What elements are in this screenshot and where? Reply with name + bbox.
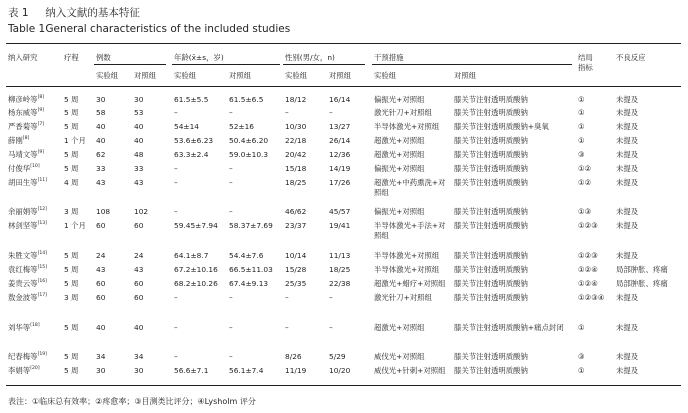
cell-outcome: ①②③ bbox=[578, 221, 598, 230]
cell-age-exp: – bbox=[174, 323, 178, 332]
cell-study bbox=[8, 136, 29, 146]
cell-int-ctrl: 膝关节注射透明质酸钠 bbox=[454, 164, 528, 173]
header-age-exp: 实验组 bbox=[174, 71, 197, 80]
caption-en bbox=[8, 22, 290, 36]
cell-sex-ctrl: 22/38 bbox=[329, 279, 351, 288]
cell-int-ctrl: 膝关节注射透明质酸钠 bbox=[454, 95, 528, 104]
cell-outcome: ①②③④ bbox=[578, 293, 605, 302]
cell-outcome: ① bbox=[578, 108, 585, 117]
cell-study bbox=[8, 352, 47, 362]
cell-int-exp: 激光针刀+对照组 bbox=[374, 108, 432, 117]
study-name: 马靖文等 bbox=[8, 150, 38, 159]
caption-cn bbox=[8, 6, 290, 20]
cell-age-ctrl: – bbox=[229, 207, 233, 216]
cell-adverse: 未提及 bbox=[616, 136, 639, 145]
intervention-group-rule bbox=[372, 64, 572, 65]
cell-age-exp: 53.6±6.23 bbox=[174, 136, 214, 145]
cell-n-ctrl: 34 bbox=[134, 352, 144, 361]
study-name: 敖金波等 bbox=[8, 293, 38, 302]
cell-n-exp: 43 bbox=[96, 178, 106, 187]
cell-n-exp: 34 bbox=[96, 352, 106, 361]
cell-study bbox=[8, 164, 40, 174]
cell-age-exp: 68.2±10.26 bbox=[174, 279, 218, 288]
cell-n-exp: 40 bbox=[96, 136, 106, 145]
cell-int-exp: 超激光+中药熏洗+对照组 bbox=[374, 178, 446, 197]
cell-sex-exp: – bbox=[285, 323, 289, 332]
cell-age-exp: – bbox=[174, 178, 178, 187]
cell-study bbox=[8, 95, 44, 105]
cell-n-exp: 62 bbox=[96, 150, 106, 159]
cell-adverse: 未提及 bbox=[616, 108, 639, 117]
cell-outcome: ①② bbox=[578, 164, 592, 173]
study-reference: [12] bbox=[37, 207, 48, 212]
study-name: 朱胜文等 bbox=[8, 251, 38, 260]
cell-int-ctrl: 膝关节注射透明质酸钠 bbox=[454, 279, 528, 288]
cell-outcome: ① bbox=[578, 323, 585, 332]
cell-outcome: ①③ bbox=[578, 207, 592, 216]
cell-n-exp: 30 bbox=[96, 366, 106, 375]
cell-age-exp: – bbox=[174, 352, 178, 361]
cell-sex-ctrl: – bbox=[329, 293, 333, 302]
cell-sex-ctrl: – bbox=[329, 108, 333, 117]
cell-int-exp: 威伐光+针刺+对照组 bbox=[374, 366, 446, 375]
cell-adverse: 未提及 bbox=[616, 366, 639, 375]
cell-outcome: ① bbox=[578, 122, 585, 131]
cell-outcome: ③ bbox=[578, 352, 585, 361]
cell-n-ctrl: 30 bbox=[134, 366, 144, 375]
caption-en-text: General characteristics of the included studies bbox=[45, 23, 291, 35]
study-reference: [16] bbox=[37, 279, 48, 284]
cell-course: 4 周 bbox=[64, 178, 79, 187]
study-reference: [18] bbox=[30, 323, 40, 328]
cell-study bbox=[8, 265, 47, 275]
cell-n-ctrl: 40 bbox=[134, 122, 144, 131]
cell-int-exp: 偏振光+对照组 bbox=[374, 95, 425, 104]
cell-sex-ctrl: – bbox=[329, 323, 333, 332]
cell-sex-exp: – bbox=[285, 293, 289, 302]
cell-int-exp: 威伐光+对照组 bbox=[374, 352, 425, 361]
age-group-rule bbox=[172, 64, 280, 65]
cell-outcome: ①②④ bbox=[578, 279, 598, 288]
cell-n-ctrl: 24 bbox=[134, 251, 144, 260]
cell-adverse: 未提及 bbox=[616, 293, 639, 302]
cell-int-ctrl: 膝关节注射透明质酸钠 bbox=[454, 265, 528, 274]
cell-sex-ctrl: 13/27 bbox=[329, 122, 351, 131]
cell-course: 5 周 bbox=[64, 108, 79, 117]
cell-outcome: ①②④ bbox=[578, 265, 598, 274]
cell-adverse: 未提及 bbox=[616, 178, 639, 187]
cell-int-ctrl: 膝关节注射透明质酸钠+痛点封闭 bbox=[454, 323, 564, 332]
cell-age-exp: 67.2±10.16 bbox=[174, 265, 218, 274]
cell-int-ctrl: 膝关节注射透明质酸钠 bbox=[454, 207, 528, 216]
study-name: 袁红梅等 bbox=[8, 265, 38, 274]
cell-n-ctrl: 102 bbox=[134, 207, 149, 216]
cell-sex-exp: 20/42 bbox=[285, 150, 307, 159]
cell-n-ctrl: 60 bbox=[134, 293, 144, 302]
cell-n-exp: 30 bbox=[96, 95, 106, 104]
cell-int-exp: 超激光+对照组 bbox=[374, 150, 425, 159]
cell-sex-ctrl: 14/19 bbox=[329, 164, 351, 173]
cell-age-exp: – bbox=[174, 164, 178, 173]
header-sex-exp: 实验组 bbox=[285, 71, 308, 80]
cell-age-exp: 56.6±7.1 bbox=[174, 366, 209, 375]
study-name: 杨东威等 bbox=[8, 108, 38, 117]
cell-n-ctrl: 53 bbox=[134, 108, 144, 117]
cell-outcome: ① bbox=[578, 366, 585, 375]
cell-adverse: 未提及 bbox=[616, 122, 639, 131]
cell-n-exp: 40 bbox=[96, 323, 106, 332]
cell-int-ctrl: 膝关节注射透明质酸钠 bbox=[454, 150, 528, 159]
cell-n-exp: 40 bbox=[96, 122, 106, 131]
cell-sex-ctrl: 45/57 bbox=[329, 207, 351, 216]
cell-sex-ctrl: 10/20 bbox=[329, 366, 351, 375]
cell-sex-exp: 11/19 bbox=[285, 366, 307, 375]
cell-age-exp: – bbox=[174, 108, 178, 117]
study-reference: [7] bbox=[37, 122, 45, 127]
cell-age-exp: – bbox=[174, 293, 178, 302]
table-bottom-rule bbox=[6, 385, 681, 386]
cell-age-ctrl: – bbox=[229, 178, 233, 187]
cell-sex-ctrl: 16/14 bbox=[329, 95, 351, 104]
cell-age-ctrl: – bbox=[229, 108, 233, 117]
study-reference: [8] bbox=[37, 95, 45, 100]
study-name: 刘华等 bbox=[8, 323, 31, 332]
study-reference: [13] bbox=[37, 221, 48, 226]
cell-study bbox=[8, 122, 44, 132]
cell-int-ctrl: 膝关节注射透明质酸钠 bbox=[454, 136, 528, 145]
header-sex-ctrl: 对照组 bbox=[329, 71, 352, 80]
cell-n-exp: 60 bbox=[96, 221, 106, 230]
cell-adverse: 未提及 bbox=[616, 251, 639, 260]
cell-course: 5 周 bbox=[64, 95, 79, 104]
header-sex: 性别(男/女，n) bbox=[285, 53, 335, 62]
study-name: 柳彦岭等 bbox=[8, 95, 38, 104]
cell-sex-exp: 8/26 bbox=[285, 352, 302, 361]
cell-course: 5 周 bbox=[64, 150, 79, 159]
cell-sex-ctrl: 5/29 bbox=[329, 352, 346, 361]
study-reference: [9] bbox=[37, 108, 45, 113]
cell-outcome: ① bbox=[578, 136, 585, 145]
study-reference: [14] bbox=[37, 251, 48, 256]
cell-age-ctrl: 56.1±7.4 bbox=[229, 366, 264, 375]
study-reference: [10] bbox=[30, 164, 40, 169]
cell-course: 5 周 bbox=[64, 366, 79, 375]
cell-int-exp: 半导体激光+对照组 bbox=[374, 251, 440, 260]
study-name: 余丽娟等 bbox=[8, 207, 38, 216]
cell-sex-exp: 15/18 bbox=[285, 164, 307, 173]
header-bottom-rule bbox=[6, 86, 681, 87]
sex-group-rule bbox=[283, 64, 365, 65]
header-age: 年龄(x̄±s，岁) bbox=[174, 53, 224, 62]
caption-cn-text: 纳入文献的基本特征 bbox=[45, 7, 140, 19]
cell-n-exp: 60 bbox=[96, 293, 106, 302]
cell-sex-exp: 10/14 bbox=[285, 251, 307, 260]
header-int-ctrl: 对照组 bbox=[454, 71, 477, 80]
cell-sex-ctrl: 12/36 bbox=[329, 150, 351, 159]
cell-int-ctrl: 膝关节注射透明质酸钠 bbox=[454, 352, 528, 361]
cell-age-exp: – bbox=[174, 207, 178, 216]
cell-int-ctrl: 膝关节注射透明质酸钠+臭氧 bbox=[454, 122, 549, 131]
cell-course: 1 个月 bbox=[64, 136, 86, 145]
cell-int-exp: 偏振光+对照组 bbox=[374, 207, 425, 216]
cell-adverse: 未提及 bbox=[616, 221, 639, 230]
cell-adverse: 局部肿胀、疼痛 bbox=[616, 279, 668, 288]
table-top-rule bbox=[6, 43, 681, 44]
cell-sex-ctrl: 26/14 bbox=[329, 136, 351, 145]
cell-age-ctrl: 67.4±9.13 bbox=[229, 279, 269, 288]
cell-int-exp: 半导体激光+手法+对照组 bbox=[374, 221, 446, 240]
cell-age-ctrl: 59.0±10.3 bbox=[229, 150, 269, 159]
cell-age-exp: 54±14 bbox=[174, 122, 200, 131]
cell-course: 5 周 bbox=[64, 251, 79, 260]
caption-cn-label: 表 1 bbox=[8, 7, 29, 19]
cell-study bbox=[8, 279, 47, 289]
header-outcome: 结局指标 bbox=[578, 53, 593, 72]
header-age-ctrl: 对照组 bbox=[229, 71, 252, 80]
cell-int-exp: 激光针刀+对照组 bbox=[374, 293, 432, 302]
cell-n-exp: 108 bbox=[96, 207, 111, 216]
cell-adverse: 未提及 bbox=[616, 95, 639, 104]
cell-study bbox=[8, 207, 47, 217]
cell-course: 5 周 bbox=[64, 352, 79, 361]
study-name: 纪春梅等 bbox=[8, 352, 38, 361]
cell-n-ctrl: 48 bbox=[134, 150, 144, 159]
study-reference: [9] bbox=[37, 150, 45, 155]
cell-n-ctrl: 33 bbox=[134, 164, 144, 173]
header-intervention: 干预措施 bbox=[374, 53, 404, 62]
cell-age-exp: 59.45±7.94 bbox=[174, 221, 218, 230]
cell-outcome: ③ bbox=[578, 150, 585, 159]
header-course: 疗程 bbox=[64, 53, 79, 62]
cell-sex-exp: 10/30 bbox=[285, 122, 307, 131]
header-cases: 例数 bbox=[96, 53, 111, 62]
cell-sex-exp: 15/28 bbox=[285, 265, 307, 274]
cell-age-ctrl: – bbox=[229, 352, 233, 361]
header-study: 纳入研究 bbox=[8, 53, 38, 62]
cell-adverse: 局部肿胀、疼痛 bbox=[616, 265, 668, 274]
cell-int-exp: 偏振光+对照组 bbox=[374, 164, 425, 173]
cell-sex-exp: 25/35 bbox=[285, 279, 307, 288]
cell-adverse: 未提及 bbox=[616, 323, 639, 332]
cell-age-ctrl: 66.5±11.03 bbox=[229, 265, 273, 274]
cell-study bbox=[8, 251, 47, 261]
cell-adverse: 未提及 bbox=[616, 164, 639, 173]
study-name: 姜贵云等 bbox=[8, 279, 38, 288]
cell-n-exp: 58 bbox=[96, 108, 106, 117]
cell-course: 5 周 bbox=[64, 323, 79, 332]
study-name: 林剑坚等 bbox=[8, 221, 38, 230]
cases-group-rule bbox=[94, 64, 166, 65]
cell-age-ctrl: 58.37±7.69 bbox=[229, 221, 273, 230]
study-reference: [17] bbox=[37, 293, 48, 298]
table-caption bbox=[8, 6, 290, 36]
header-int-exp: 实验组 bbox=[374, 71, 397, 80]
cell-sex-ctrl: 17/26 bbox=[329, 178, 351, 187]
study-reference: [20] bbox=[30, 366, 40, 371]
header-cases-ctrl: 对照组 bbox=[134, 71, 157, 80]
cell-outcome: ①②③ bbox=[578, 251, 598, 260]
study-name: 胡田生等 bbox=[8, 178, 38, 187]
cell-study bbox=[8, 178, 47, 188]
cell-n-ctrl: 40 bbox=[134, 323, 144, 332]
cell-age-exp: 61.5±5.5 bbox=[174, 95, 209, 104]
cell-study bbox=[8, 221, 47, 231]
cell-study bbox=[8, 293, 47, 303]
cell-n-ctrl: 60 bbox=[134, 221, 144, 230]
cell-int-ctrl: 膝关节注射透明质酸钠 bbox=[454, 293, 528, 302]
cell-sex-exp: 22/18 bbox=[285, 136, 307, 145]
cell-int-exp: 超激光+蜡疗+对照组 bbox=[374, 279, 446, 288]
cell-int-ctrl: 膝关节注射透明质酸钠 bbox=[454, 108, 528, 117]
header-cases-exp: 实验组 bbox=[96, 71, 119, 80]
cell-course: 5 周 bbox=[64, 279, 79, 288]
cell-course: 5 周 bbox=[64, 265, 79, 274]
study-reference: [19] bbox=[37, 352, 48, 357]
cell-int-exp: 半导体激光+对照组 bbox=[374, 122, 440, 131]
cell-course: 5 周 bbox=[64, 164, 79, 173]
cell-study bbox=[8, 323, 40, 333]
study-name: 付俊华 bbox=[8, 164, 31, 173]
cell-study bbox=[8, 108, 44, 118]
cell-n-ctrl: 40 bbox=[134, 136, 144, 145]
cell-n-ctrl: 60 bbox=[134, 279, 144, 288]
cell-adverse: 未提及 bbox=[616, 207, 639, 216]
cell-int-ctrl: 膝关节注射透明质酸钠 bbox=[454, 251, 528, 260]
cell-sex-ctrl: 18/25 bbox=[329, 265, 351, 274]
study-name: 李娟等 bbox=[8, 366, 31, 375]
cell-course: 5 周 bbox=[64, 122, 79, 131]
cell-n-exp: 24 bbox=[96, 251, 106, 260]
cell-sex-ctrl: 19/41 bbox=[329, 221, 351, 230]
study-reference: [8] bbox=[22, 136, 30, 141]
cell-int-ctrl: 膝关节注射透明质酸钠 bbox=[454, 366, 528, 375]
cell-age-ctrl: – bbox=[229, 323, 233, 332]
header-adverse: 不良反应 bbox=[616, 53, 646, 62]
cell-n-exp: 33 bbox=[96, 164, 106, 173]
cell-adverse: 未提及 bbox=[616, 150, 639, 159]
cell-course: 3 周 bbox=[64, 293, 79, 302]
study-reference: [11] bbox=[37, 178, 48, 183]
cell-n-ctrl: 43 bbox=[134, 265, 144, 274]
cell-sex-exp: 23/37 bbox=[285, 221, 307, 230]
caption-en-label: Table 1 bbox=[8, 23, 46, 35]
cell-sex-exp: 18/12 bbox=[285, 95, 307, 104]
cell-age-ctrl: 61.5±6.5 bbox=[229, 95, 264, 104]
study-reference: [15] bbox=[37, 265, 48, 270]
cell-sex-exp: 18/25 bbox=[285, 178, 307, 187]
cell-age-ctrl: 54.4±7.6 bbox=[229, 251, 264, 260]
cell-n-exp: 60 bbox=[96, 279, 106, 288]
cell-int-ctrl: 膝关节注射透明质酸钠 bbox=[454, 221, 528, 230]
cell-age-exp: 63.3±2.4 bbox=[174, 150, 209, 159]
cell-age-ctrl: 50.4±6.20 bbox=[229, 136, 269, 145]
study-name: 严香菊等 bbox=[8, 122, 38, 131]
cell-age-ctrl: – bbox=[229, 293, 233, 302]
cell-age-ctrl: 52±16 bbox=[229, 122, 255, 131]
cell-sex-exp: 46/62 bbox=[285, 207, 307, 216]
cell-int-exp: 超激光+对照组 bbox=[374, 323, 425, 332]
cell-course: 1 个月 bbox=[64, 221, 86, 230]
cell-int-ctrl: 膝关节注射透明质酸钠 bbox=[454, 178, 528, 187]
cell-int-exp: 超激光+对照组 bbox=[374, 136, 425, 145]
cell-n-ctrl: 30 bbox=[134, 95, 144, 104]
study-name: 薛刚 bbox=[8, 136, 23, 145]
cell-n-ctrl: 43 bbox=[134, 178, 144, 187]
cell-outcome: ①② bbox=[578, 178, 592, 187]
cell-sex-ctrl: 11/13 bbox=[329, 251, 351, 260]
cell-sex-exp: – bbox=[285, 108, 289, 117]
cell-age-ctrl: – bbox=[229, 164, 233, 173]
cell-course: 3 周 bbox=[64, 207, 79, 216]
cell-adverse: 未提及 bbox=[616, 352, 639, 361]
cell-n-exp: 43 bbox=[96, 265, 106, 274]
cell-study bbox=[8, 150, 44, 160]
cell-outcome: ① bbox=[578, 95, 585, 104]
cell-age-exp: 64.1±8.7 bbox=[174, 251, 209, 260]
cell-int-exp: 半导体激光+对照组 bbox=[374, 265, 440, 274]
table-footnote: 表注：①临床总有效率；②疼愈率；③目测类比评分；④Lysholm 评分 bbox=[8, 397, 256, 406]
cell-study bbox=[8, 366, 40, 376]
